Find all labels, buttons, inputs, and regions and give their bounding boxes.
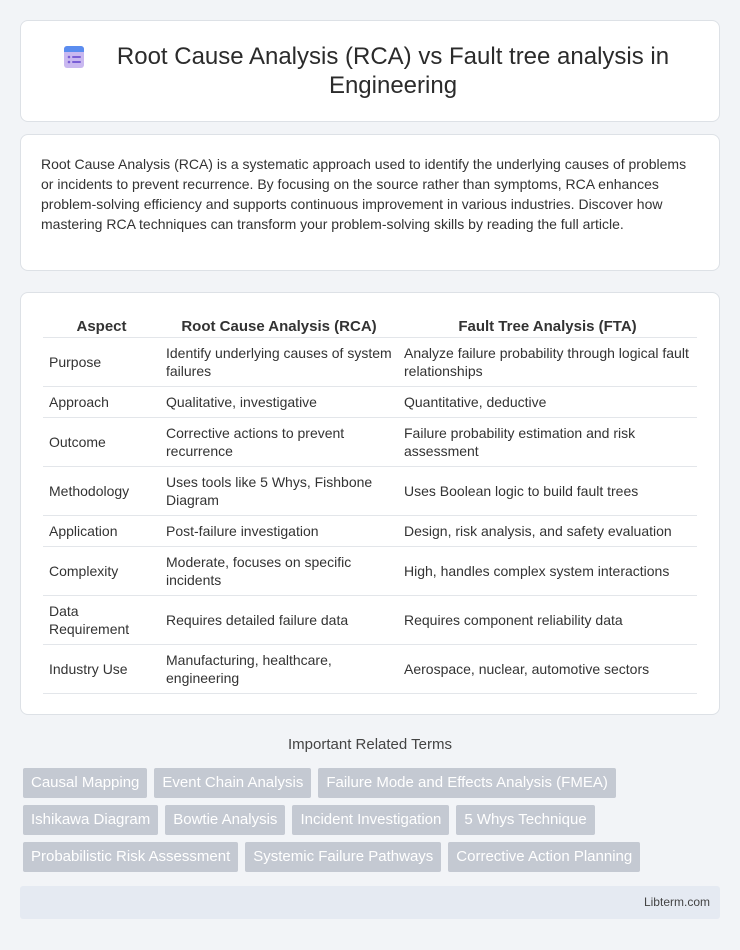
header-card [20, 20, 720, 122]
tag-causal-mapping[interactable]: Causal Mapping [23, 768, 147, 798]
tag-fmea[interactable]: Failure Mode and Effects Analysis (FMEA) [318, 768, 616, 798]
aspect-cell: Application [43, 515, 160, 546]
table-row [43, 337, 697, 386]
intro-card [20, 134, 720, 271]
document-icon [61, 44, 87, 70]
aspect-cell: Methodology [43, 466, 160, 515]
fta-cell: Requires component reliability data [398, 595, 697, 644]
fta-cell: High, handles complex system interactions [398, 546, 697, 595]
tag-bowtie-analysis[interactable]: Bowtie Analysis [165, 805, 285, 835]
comparison-table [43, 313, 697, 694]
column-header-rca: Root Cause Analysis (RCA) [160, 313, 398, 337]
table-row [43, 515, 697, 546]
table-row [43, 466, 697, 515]
aspect-cell: Approach [43, 386, 160, 417]
fta-cell: Design, risk analysis, and safety evaluation [398, 515, 697, 546]
rca-cell: Moderate, focuses on specific incidents [160, 546, 398, 595]
table-row [43, 595, 697, 644]
fta-cell: Quantitative, deductive [398, 386, 697, 417]
aspect-cell: Purpose [43, 337, 160, 386]
rca-cell: Uses tools like 5 Whys, Fishbone Diagram [160, 466, 398, 515]
table-header-row [43, 313, 697, 337]
column-header-aspect: Aspect [43, 313, 160, 337]
page-title: Root Cause Analysis (RCA) vs Fault tree analysis in Engineering [116, 43, 670, 99]
rca-cell: Manufacturing, healthcare, engineering [160, 644, 398, 693]
related-terms-title: Important Related Terms [288, 736, 452, 753]
intro-paragraph: Root Cause Analysis (RCA) is a systematic approach used to identify the underlying causes of problems or incidents to prevent recurrence. By focusing on the source rather than symptoms, RCA enhances problem-solving efficiency and supports continuous improvement in various industries. Discover how mastering RCA techniques can transform your problem-solving skills by reading the full article. [41, 156, 687, 232]
tag-event-chain-analysis[interactable]: Event Chain Analysis [154, 768, 311, 798]
fta-cell: Failure probability estimation and risk assessment [398, 417, 697, 466]
fta-cell: Uses Boolean logic to build fault trees [398, 466, 697, 515]
rca-cell: Identify underlying causes of system failures [160, 337, 398, 386]
tag-systemic-failure-pathways[interactable]: Systemic Failure Pathways [245, 842, 441, 872]
comparison-card [20, 292, 720, 715]
aspect-cell: Complexity [43, 546, 160, 595]
tag-corrective-action-planning[interactable]: Corrective Action Planning [448, 842, 640, 872]
footer [20, 886, 720, 919]
rca-cell: Qualitative, investigative [160, 386, 398, 417]
table-row [43, 417, 697, 466]
table-row [43, 386, 697, 417]
tag-5-whys-technique[interactable]: 5 Whys Technique [456, 805, 594, 835]
table-row [43, 546, 697, 595]
footer-brand-link[interactable]: Libterm.com [643, 895, 710, 909]
tag-ishikawa-diagram[interactable]: Ishikawa Diagram [23, 805, 158, 835]
rca-cell: Post-failure investigation [160, 515, 398, 546]
aspect-cell: Outcome [43, 417, 160, 466]
aspect-cell: Industry Use [43, 644, 160, 693]
table-row [43, 644, 697, 693]
fta-cell: Analyze failure probability through logical fault relationships [398, 337, 697, 386]
aspect-cell: Data Requirement [43, 595, 160, 644]
rca-cell: Requires detailed failure data [160, 595, 398, 644]
tag-probabilistic-risk-assessment[interactable]: Probabilistic Risk Assessment [23, 842, 238, 872]
tag-incident-investigation[interactable]: Incident Investigation [292, 805, 449, 835]
related-terms-list [23, 768, 723, 872]
rca-cell: Corrective actions to prevent recurrence [160, 417, 398, 466]
column-header-fta: Fault Tree Analysis (FTA) [398, 313, 697, 337]
fta-cell: Aerospace, nuclear, automotive sectors [398, 644, 697, 693]
